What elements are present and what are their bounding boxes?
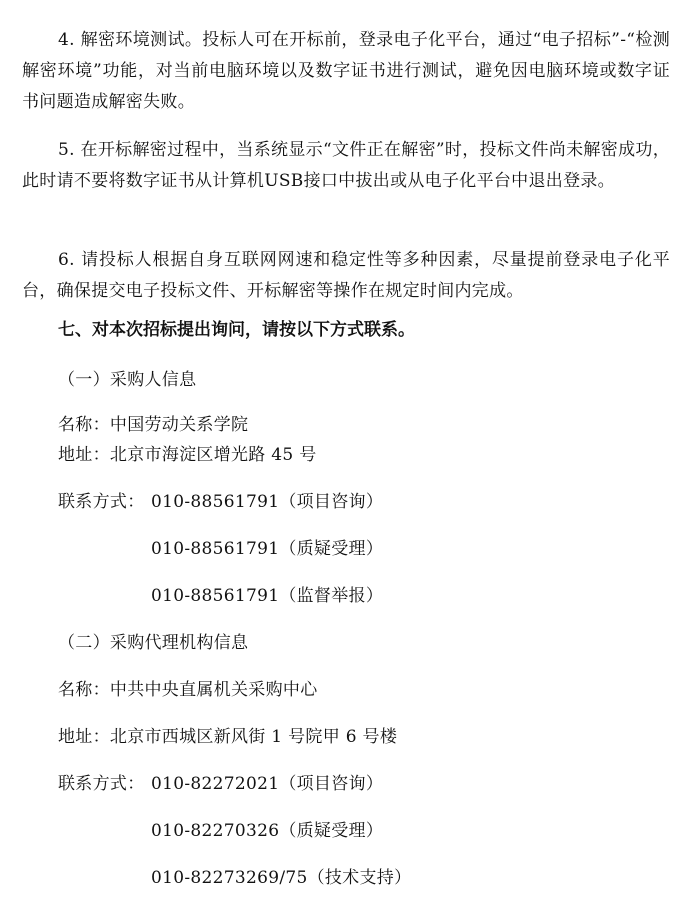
- agency-info-title: （二）采购代理机构信息: [58, 633, 249, 653]
- agency-contact-complaint: 010-82270326（质疑受理）: [151, 821, 384, 841]
- agency-address: 地址：北京市西城区新风街 1 号院甲 6 号楼: [58, 727, 398, 747]
- paragraph-decryption-process: 5. 在开标解密过程中，当系统显示“文件正在解密”时，投标文件尚未解密成功，此时请不要将数字证书从计算机USB接口中拔出或从电子化平台中退出登录。: [22, 140, 670, 191]
- agency-contact-support: 010-82273269/75（技术支持）: [151, 868, 412, 888]
- paragraph-decryption-test: 4. 解密环境测试。投标人可在开标前，登录电子化平台，通过“电子招标”-“检测解密环境”功能，对当前电脑环境以及数字证书进行测试，避免因电脑环境或数字证书问题造成解密失败。: [22, 30, 670, 112]
- agency-contact-consult: 010-82272021（项目咨询）: [151, 774, 384, 794]
- purchaser-contact-complaint: 010-88561791（质疑受理）: [151, 539, 384, 559]
- purchaser-contact-consult: 010-88561791（项目咨询）: [151, 492, 384, 512]
- purchaser-name: 名称：中国劳动关系学院: [58, 415, 249, 435]
- agency-contact-label: 联系方式：: [58, 774, 145, 794]
- purchaser-info-title: （一）采购人信息: [58, 370, 197, 390]
- paragraph-early-login: 6. 请投标人根据自身互联网网速和稳定性等多种因素，尽量提前登录电子化平台，确保提交电子投标文件、开标解密等操作在规定时间内完成。: [22, 250, 670, 301]
- purchaser-contact-label: 联系方式：: [58, 492, 145, 512]
- purchaser-address: 地址：北京市海淀区增光路 45 号: [58, 445, 317, 465]
- purchaser-contact-supervision: 010-88561791（监督举报）: [151, 586, 384, 606]
- agency-name: 名称：中共中央直属机关采购中心: [58, 680, 318, 700]
- section-heading: 七、对本次招标提出询问，请按以下方式联系。: [58, 320, 415, 340]
